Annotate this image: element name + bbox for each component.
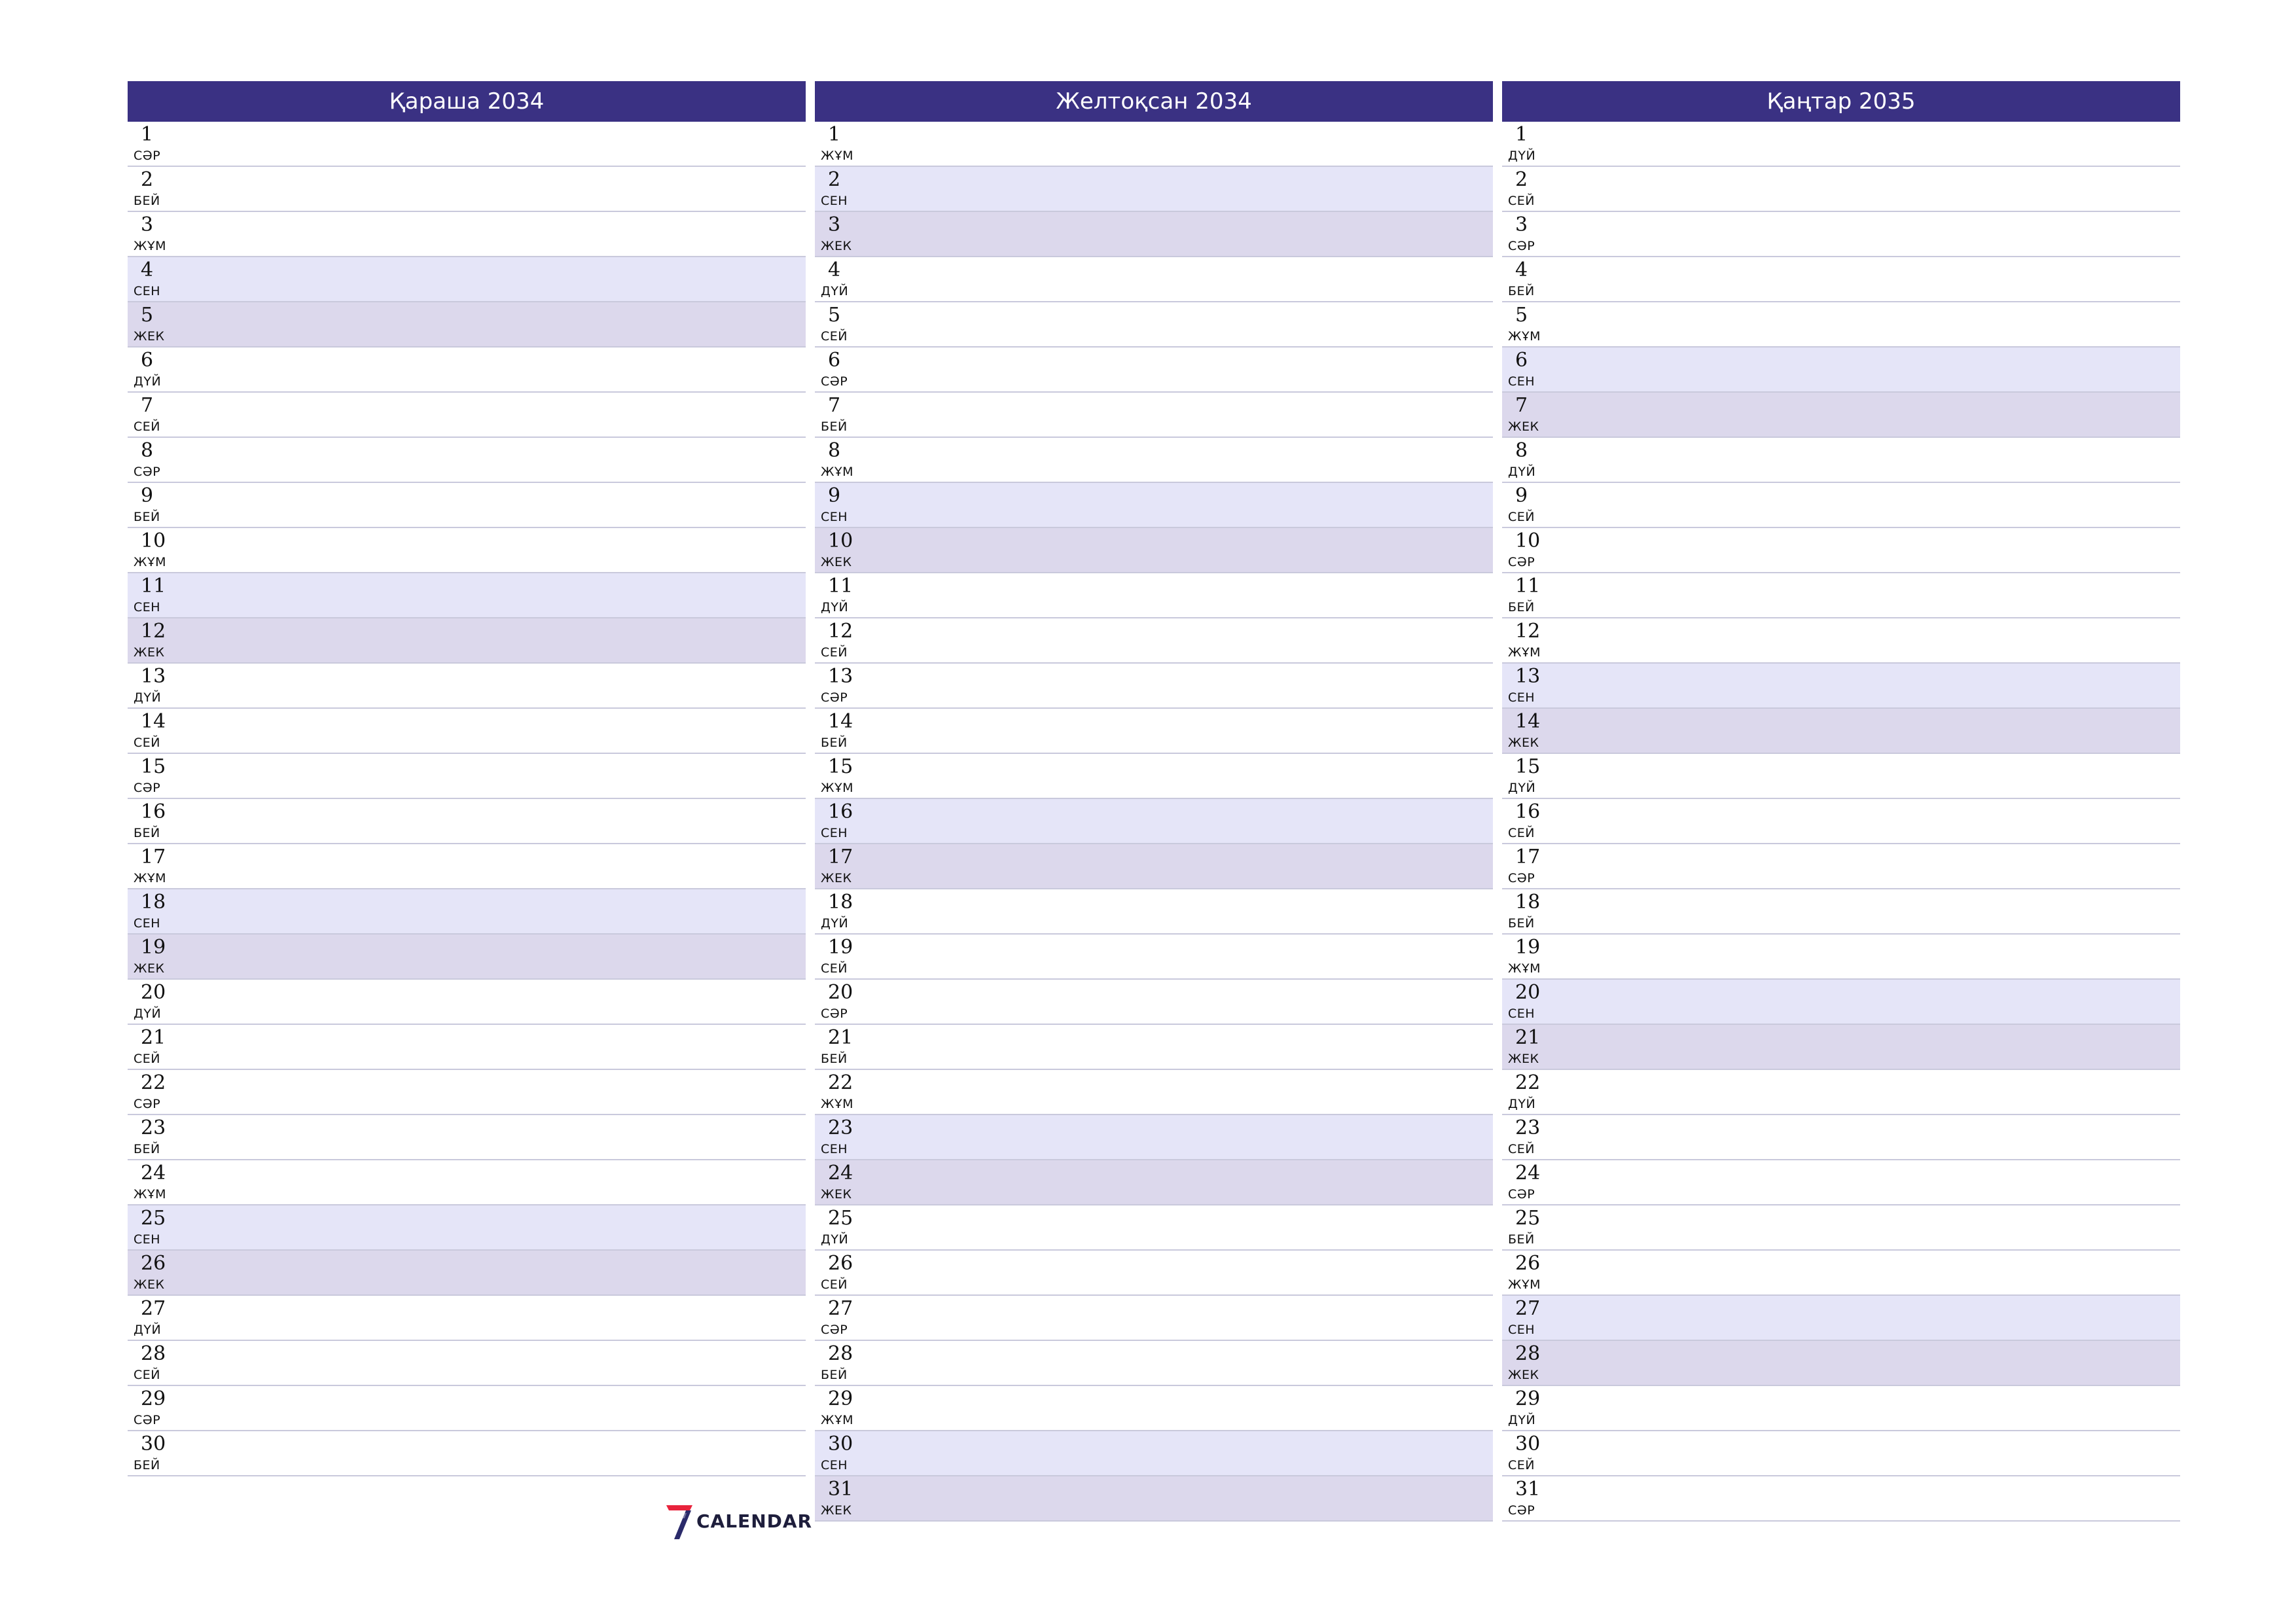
day-row [128,212,806,257]
weekday-label: БЕЙ [134,826,160,840]
weekday-label: ЖЕК [821,1503,852,1518]
day-row [128,393,806,438]
weekday-label: ЖҰМ [821,1413,853,1427]
day-row [1502,1070,2180,1115]
day-number: 7 [141,394,154,417]
weekday-label: СЕЙ [134,736,160,750]
day-number: 15 [1515,755,1541,778]
weekday-label: СЕЙ [821,961,848,976]
day-number: 9 [141,484,154,507]
day-row [1502,528,2180,573]
day-number: 15 [828,755,853,778]
day-number: 13 [1515,665,1541,688]
day-number: 21 [141,1026,166,1049]
weekday-label: СӘР [821,374,848,389]
day-number: 22 [828,1071,853,1094]
day-row [1502,122,2180,167]
day-number: 2 [828,168,841,191]
weekday-label: ЖҰМ [821,781,853,795]
weekday-label: СӘР [821,1007,848,1021]
day-number: 16 [828,800,853,823]
day-row [1502,302,2180,348]
weekday-label: БЕЙ [1508,916,1535,931]
weekday-label: СЕН [821,1458,848,1472]
weekday-label: СЕН [821,826,848,840]
day-row [128,799,806,844]
day-number: 30 [1515,1433,1541,1455]
day-number: 27 [1515,1297,1541,1320]
weekday-label: БЕЙ [1508,600,1535,615]
day-row [128,122,806,167]
day-row [128,1386,806,1431]
logo-text: CALENDAR [696,1510,813,1532]
day-number: 20 [141,981,166,1004]
day-row [815,573,1493,618]
day-row [128,1431,806,1476]
day-number: 12 [828,620,853,643]
day-number: 31 [828,1478,853,1501]
day-number: 16 [1515,800,1541,823]
day-row [128,573,806,618]
day-number: 25 [828,1207,853,1230]
day-number: 17 [1515,846,1541,868]
day-row [1502,483,2180,528]
weekday-label: СЕН [821,194,848,208]
day-row [815,438,1493,483]
weekday-label: ДҮЙ [1508,149,1536,163]
weekday-label: ЖЕК [821,871,852,885]
day-number: 4 [141,259,154,281]
day-number: 25 [141,1207,166,1230]
day-number: 5 [828,304,841,327]
day-row [1502,1386,2180,1431]
day-row [1502,438,2180,483]
day-row [1502,664,2180,709]
weekday-label: БЕЙ [1508,1232,1535,1247]
day-row [128,664,806,709]
weekday-label: СЕЙ [821,645,848,660]
day-row [1502,889,2180,935]
weekday-label: ЖҰМ [821,465,853,479]
day-row [1502,167,2180,212]
weekday-label: СЕН [821,510,848,524]
day-number: 10 [828,529,853,552]
day-number: 25 [1515,1207,1541,1230]
weekday-label: СЕН [134,916,161,931]
day-number: 23 [1515,1116,1541,1139]
month-title: Желтоқсан 2034 [815,81,1493,122]
day-number: 29 [828,1387,853,1410]
day-number: 13 [141,665,166,688]
day-row [815,1205,1493,1251]
weekday-label: ДҮЙ [1508,1097,1536,1111]
day-row [128,483,806,528]
day-number: 24 [1515,1162,1541,1185]
day-number: 28 [1515,1342,1541,1365]
day-number: 1 [1515,123,1528,146]
weekday-label: СӘР [134,1413,161,1427]
day-number: 24 [141,1162,166,1185]
day-row [128,1205,806,1251]
day-number: 30 [828,1433,853,1455]
weekday-label: ЖЕК [821,555,852,569]
day-row [815,483,1493,528]
day-row [815,528,1493,573]
day-row [1502,980,2180,1025]
weekday-label: ДҮЙ [821,1232,849,1247]
weekday-label: СЕЙ [821,329,848,344]
weekday-label: СЕЙ [1508,510,1535,524]
weekday-label: СЕЙ [134,1368,160,1382]
day-number: 1 [141,123,154,146]
weekday-label: ЖҰМ [821,1097,853,1111]
weekday-label: ДҮЙ [1508,1413,1536,1427]
weekday-label: СЕН [134,284,161,298]
day-row [815,1476,1493,1522]
day-number: 10 [141,529,166,552]
month-title: Қаңтар 2035 [1502,81,2180,122]
day-row [128,844,806,889]
weekday-label: СӘР [134,781,161,795]
day-number: 20 [1515,981,1541,1004]
day-row [128,980,806,1025]
weekday-label: СЕН [1508,1323,1535,1337]
day-number: 4 [1515,259,1528,281]
day-number: 3 [141,213,154,236]
day-number: 14 [1515,710,1541,733]
day-number: 2 [1515,168,1528,191]
day-row [1502,754,2180,799]
weekday-label: ДҮЙ [1508,465,1536,479]
weekday-label: БЕЙ [134,1458,160,1472]
weekday-label: БЕЙ [1508,284,1535,298]
weekday-label: ДҮЙ [821,284,849,298]
day-number: 27 [141,1297,166,1320]
weekday-label: СӘР [134,465,161,479]
day-row [815,1341,1493,1386]
weekday-label: СЕЙ [1508,1142,1535,1156]
day-number: 9 [1515,484,1528,507]
day-row [1502,1431,2180,1476]
weekday-label: СӘР [134,149,161,163]
seven-calendar-logo-icon [665,1504,694,1541]
day-row [128,709,806,754]
day-row [128,528,806,573]
weekday-label: ЖҰМ [134,239,166,253]
weekday-label: ЖҰМ [1508,1277,1541,1292]
weekday-label: СЕЙ [134,419,160,434]
day-number: 31 [1515,1478,1541,1501]
day-row [815,1431,1493,1476]
day-row [128,1025,806,1070]
day-number: 6 [1515,349,1528,372]
day-number: 22 [1515,1071,1541,1094]
day-row [815,1386,1493,1431]
day-row [128,1160,806,1205]
day-row [1502,1251,2180,1296]
day-row [128,618,806,664]
weekday-label: СЕЙ [134,1052,160,1066]
day-number: 19 [1515,936,1541,959]
day-number: 29 [141,1387,166,1410]
day-number: 17 [828,846,853,868]
weekday-label: СЕН [134,1232,161,1247]
day-number: 3 [1515,213,1528,236]
day-row [128,1296,806,1341]
day-number: 11 [1515,575,1541,597]
weekday-label: СӘР [1508,555,1535,569]
weekday-label: ДҮЙ [1508,781,1536,795]
weekday-label: ЖҰМ [1508,329,1541,344]
day-row [815,302,1493,348]
day-row [815,935,1493,980]
day-number: 19 [828,936,853,959]
weekday-label: БЕЙ [134,194,160,208]
day-row [1502,212,2180,257]
day-row [1502,257,2180,302]
weekday-label: СӘР [1508,1187,1535,1202]
day-number: 5 [141,304,154,327]
day-row [815,1160,1493,1205]
day-row [1502,709,2180,754]
day-number: 23 [828,1116,853,1139]
day-row [1502,844,2180,889]
day-number: 21 [828,1026,853,1049]
day-number: 20 [828,981,853,1004]
weekday-label: СЕЙ [821,1277,848,1292]
weekday-label: ДҮЙ [821,916,849,931]
day-row [815,167,1493,212]
day-row [128,935,806,980]
day-row [128,889,806,935]
day-row [815,754,1493,799]
day-row [1502,618,2180,664]
weekday-label: ЖЕК [134,1277,165,1292]
day-row [1502,935,2180,980]
weekday-label: ДҮЙ [134,374,162,389]
day-number: 26 [828,1252,853,1275]
day-number: 26 [1515,1252,1541,1275]
day-row [1502,1341,2180,1386]
day-row [128,1251,806,1296]
day-number: 10 [1515,529,1541,552]
weekday-label: БЕЙ [821,736,848,750]
day-row [815,393,1493,438]
day-number: 18 [1515,891,1541,914]
day-row [1502,1296,2180,1341]
day-row [815,980,1493,1025]
day-row [1502,1025,2180,1070]
day-number: 11 [828,575,853,597]
weekday-label: БЕЙ [821,1052,848,1066]
day-number: 22 [141,1071,166,1094]
day-number: 2 [141,168,154,191]
day-number: 26 [141,1252,166,1275]
day-number: 13 [828,665,853,688]
day-row [128,754,806,799]
day-row [815,618,1493,664]
weekday-label: ЖЕК [1508,1368,1539,1382]
day-row [815,122,1493,167]
weekday-label: БЕЙ [134,510,160,524]
weekday-label: ЖҰМ [134,1187,166,1202]
weekday-label: ЖЕК [1508,419,1539,434]
day-number: 24 [828,1162,853,1185]
day-row [1502,573,2180,618]
weekday-label: СЕН [1508,1007,1535,1021]
day-number: 7 [828,394,841,417]
day-number: 27 [828,1297,853,1320]
day-number: 14 [828,710,853,733]
day-number: 29 [1515,1387,1541,1410]
day-number: 14 [141,710,166,733]
weekday-label: БЕЙ [821,1368,848,1382]
weekday-label: СЕН [134,600,161,615]
day-row [1502,1476,2180,1522]
weekday-label: БЕЙ [134,1142,160,1156]
weekday-label: ЖЕК [134,645,165,660]
month-column-december [815,81,1493,1522]
weekday-label: ЖЕК [134,961,165,976]
weekday-label: СӘР [134,1097,161,1111]
weekday-label: ЖҰМ [1508,645,1541,660]
weekday-label: СЕЙ [1508,1458,1535,1472]
weekday-label: СЕЙ [1508,826,1535,840]
weekday-label: СЕН [821,1142,848,1156]
day-row [128,302,806,348]
weekday-label: ЖЕК [821,1187,852,1202]
day-number: 21 [1515,1026,1541,1049]
day-row [815,1025,1493,1070]
calendar-logo [665,1504,813,1541]
weekday-label: СӘР [821,1323,848,1337]
day-number: 28 [828,1342,853,1365]
weekday-label: ЖҰМ [821,149,853,163]
weekday-label: ДҮЙ [134,1007,162,1021]
day-list [1502,122,2180,1522]
month-column-november [128,81,806,1476]
day-number: 12 [141,620,166,643]
weekday-label: ЖЕК [134,329,165,344]
day-number: 19 [141,936,166,959]
month-column-january [1502,81,2180,1522]
weekday-label: ДҮЙ [134,690,162,705]
day-row [1502,348,2180,393]
day-row [128,1070,806,1115]
weekday-label: ЖЕК [1508,1052,1539,1066]
weekday-label: ЖЕК [1508,736,1539,750]
day-row [128,257,806,302]
weekday-label: СЕН [1508,374,1535,389]
day-number: 8 [828,439,841,462]
day-number: 8 [1515,439,1528,462]
day-row [815,1115,1493,1160]
day-row [815,709,1493,754]
day-row [1502,799,2180,844]
weekday-label: СӘР [1508,871,1535,885]
day-row [815,664,1493,709]
day-list [815,122,1493,1522]
day-number: 23 [141,1116,166,1139]
day-number: 12 [1515,620,1541,643]
day-number: 18 [828,891,853,914]
weekday-label: ДҮЙ [134,1323,162,1337]
day-row [128,167,806,212]
day-row [1502,1160,2180,1205]
weekday-label: ЖҰМ [134,555,166,569]
day-number: 5 [1515,304,1528,327]
day-row [128,1341,806,1386]
weekday-label: ЖҰМ [134,871,166,885]
weekday-label: СӘР [1508,1503,1535,1518]
day-number: 4 [828,259,841,281]
day-row [128,438,806,483]
day-row [128,348,806,393]
weekday-label: СӘР [1508,239,1535,253]
day-row [815,348,1493,393]
weekday-label: СЕН [1508,690,1535,705]
day-number: 18 [141,891,166,914]
weekday-label: СӘР [821,690,848,705]
day-row [1502,1205,2180,1251]
day-number: 7 [1515,394,1528,417]
day-row [815,257,1493,302]
weekday-label: ЖЕК [821,239,852,253]
day-number: 15 [141,755,166,778]
day-number: 28 [141,1342,166,1365]
day-row [128,1115,806,1160]
weekday-label: БЕЙ [821,419,848,434]
weekday-label: ЖҰМ [1508,961,1541,976]
day-row [815,799,1493,844]
weekday-label: ДҮЙ [821,600,849,615]
day-row [1502,1115,2180,1160]
day-number: 6 [828,349,841,372]
weekday-label: СЕЙ [1508,194,1535,208]
month-title: Қараша 2034 [128,81,806,122]
day-row [815,844,1493,889]
day-list [128,122,806,1476]
day-number: 3 [828,213,841,236]
day-number: 8 [141,439,154,462]
day-row [815,1070,1493,1115]
day-number: 16 [141,800,166,823]
day-number: 1 [828,123,841,146]
day-number: 6 [141,349,154,372]
day-number: 11 [141,575,166,597]
day-number: 17 [141,846,166,868]
day-row [815,212,1493,257]
day-row [1502,393,2180,438]
day-row [815,889,1493,935]
day-row [815,1296,1493,1341]
day-row [815,1251,1493,1296]
day-number: 30 [141,1433,166,1455]
day-number: 9 [828,484,841,507]
